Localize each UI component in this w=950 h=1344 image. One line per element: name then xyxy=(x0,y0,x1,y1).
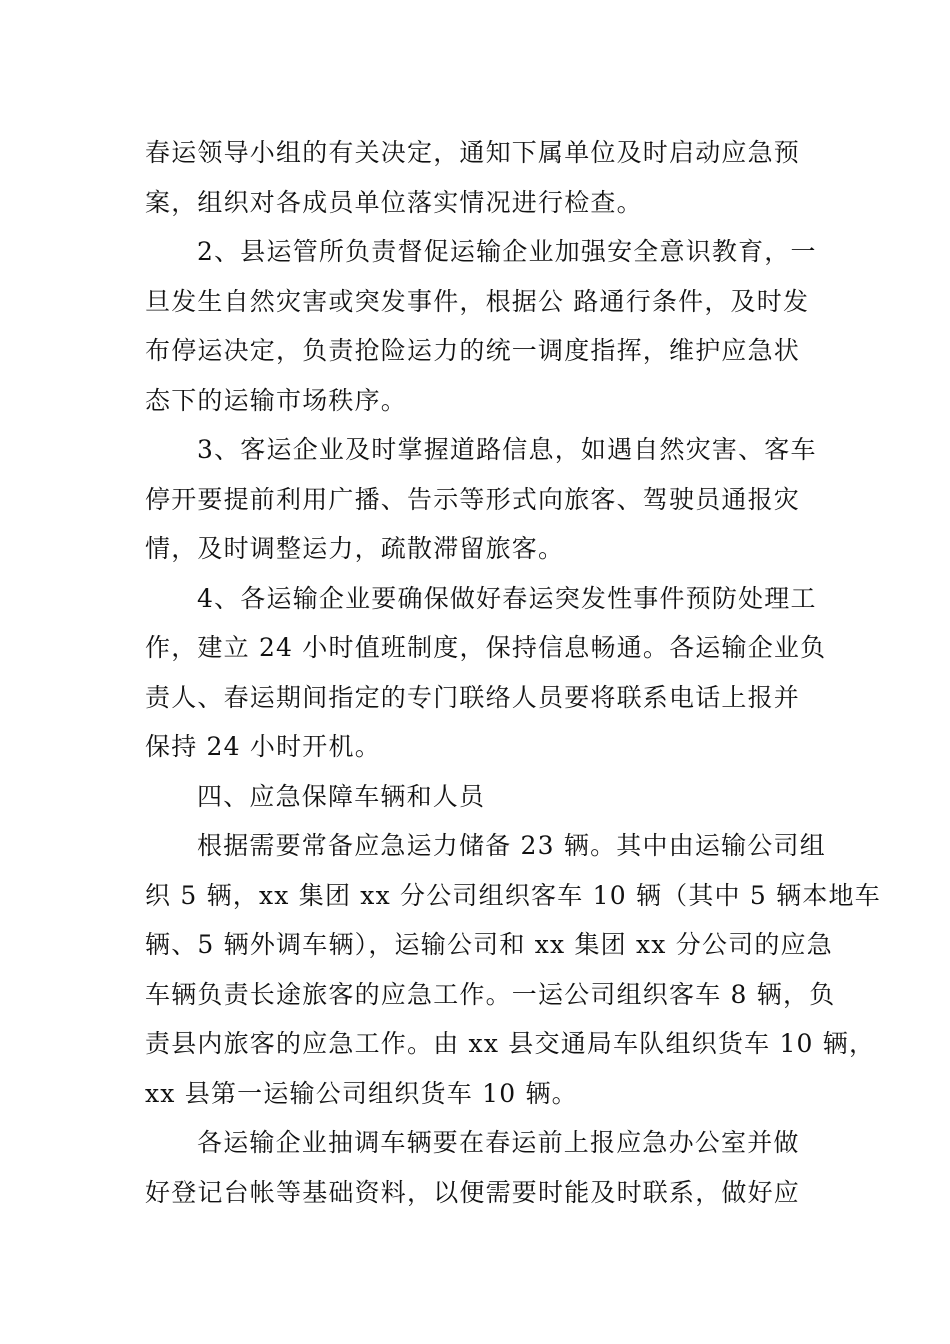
text-line: 2、县运管所负责督促运输企业加强安全意识教育，一 xyxy=(197,237,817,266)
text-line: 责人、春运期间指定的专门联络人员要将联系电话上报并 xyxy=(145,682,801,712)
text-line: 态下的运输市场秩序。 xyxy=(145,385,408,415)
document-body xyxy=(145,128,881,1217)
text-line: 四、应急保障车辆和人员 xyxy=(197,781,486,811)
text-line: 3、客运企业及时掌握道路信息，如遇自然灾害、客车 xyxy=(197,435,817,464)
text-line: 各运输企业抽调车辆要在春运前上报应急办公室并做 xyxy=(197,1128,800,1157)
text-line: 情，及时调整运力，疏散滞留旅客。 xyxy=(145,534,565,563)
text-line: 责县内旅客的应急工作。由 xx 县交通局车队组织货车 10 辆， xyxy=(145,1029,876,1058)
text-line: 根据需要常备应急运力储备 23 辆。其中由运输公司组 xyxy=(197,831,826,860)
text-line: 车辆负责长途旅客的应急工作。一运公司组织客车 8 辆，负 xyxy=(145,979,836,1009)
text-line: xx 县第一运输公司组织货车 10 辆。 xyxy=(145,1078,578,1108)
text-line: 保持 24 小时开机。 xyxy=(145,732,381,761)
text-line: 案，组织对各成员单位落实情况进行检查。 xyxy=(145,187,643,217)
text-line: 4、各运输企业要确保做好春运突发性事件预防处理工 xyxy=(197,583,817,613)
text-line: 辆、5 辆外调车辆），运输公司和 xx 集团 xx 分公司的应急 xyxy=(145,930,833,959)
text-line: 停开要提前利用广播、告示等形式向旅客、驾驶员通报灾 xyxy=(145,484,801,514)
text-line: 好登记台帐等基础资料，以便需要时能及时联系，做好应 xyxy=(145,1177,801,1207)
text-line: 春运领导小组的有关决定，通知下属单位及时启动应急预 xyxy=(145,138,801,167)
text-line: 织 5 辆，xx 集团 xx 分公司组织客车 10 辆（其中 5 辆本地车 xyxy=(145,880,881,910)
text-line: 作，建立 24 小时值班制度，保持信息畅通。各运输企业负 xyxy=(145,633,827,662)
text-line: 布停运决定，负责抢险运力的统一调度指挥，维护应急状 xyxy=(145,336,801,365)
text-line: 旦发生自然灾害或突发事件，根据公 路通行条件，及时发 xyxy=(145,286,810,316)
